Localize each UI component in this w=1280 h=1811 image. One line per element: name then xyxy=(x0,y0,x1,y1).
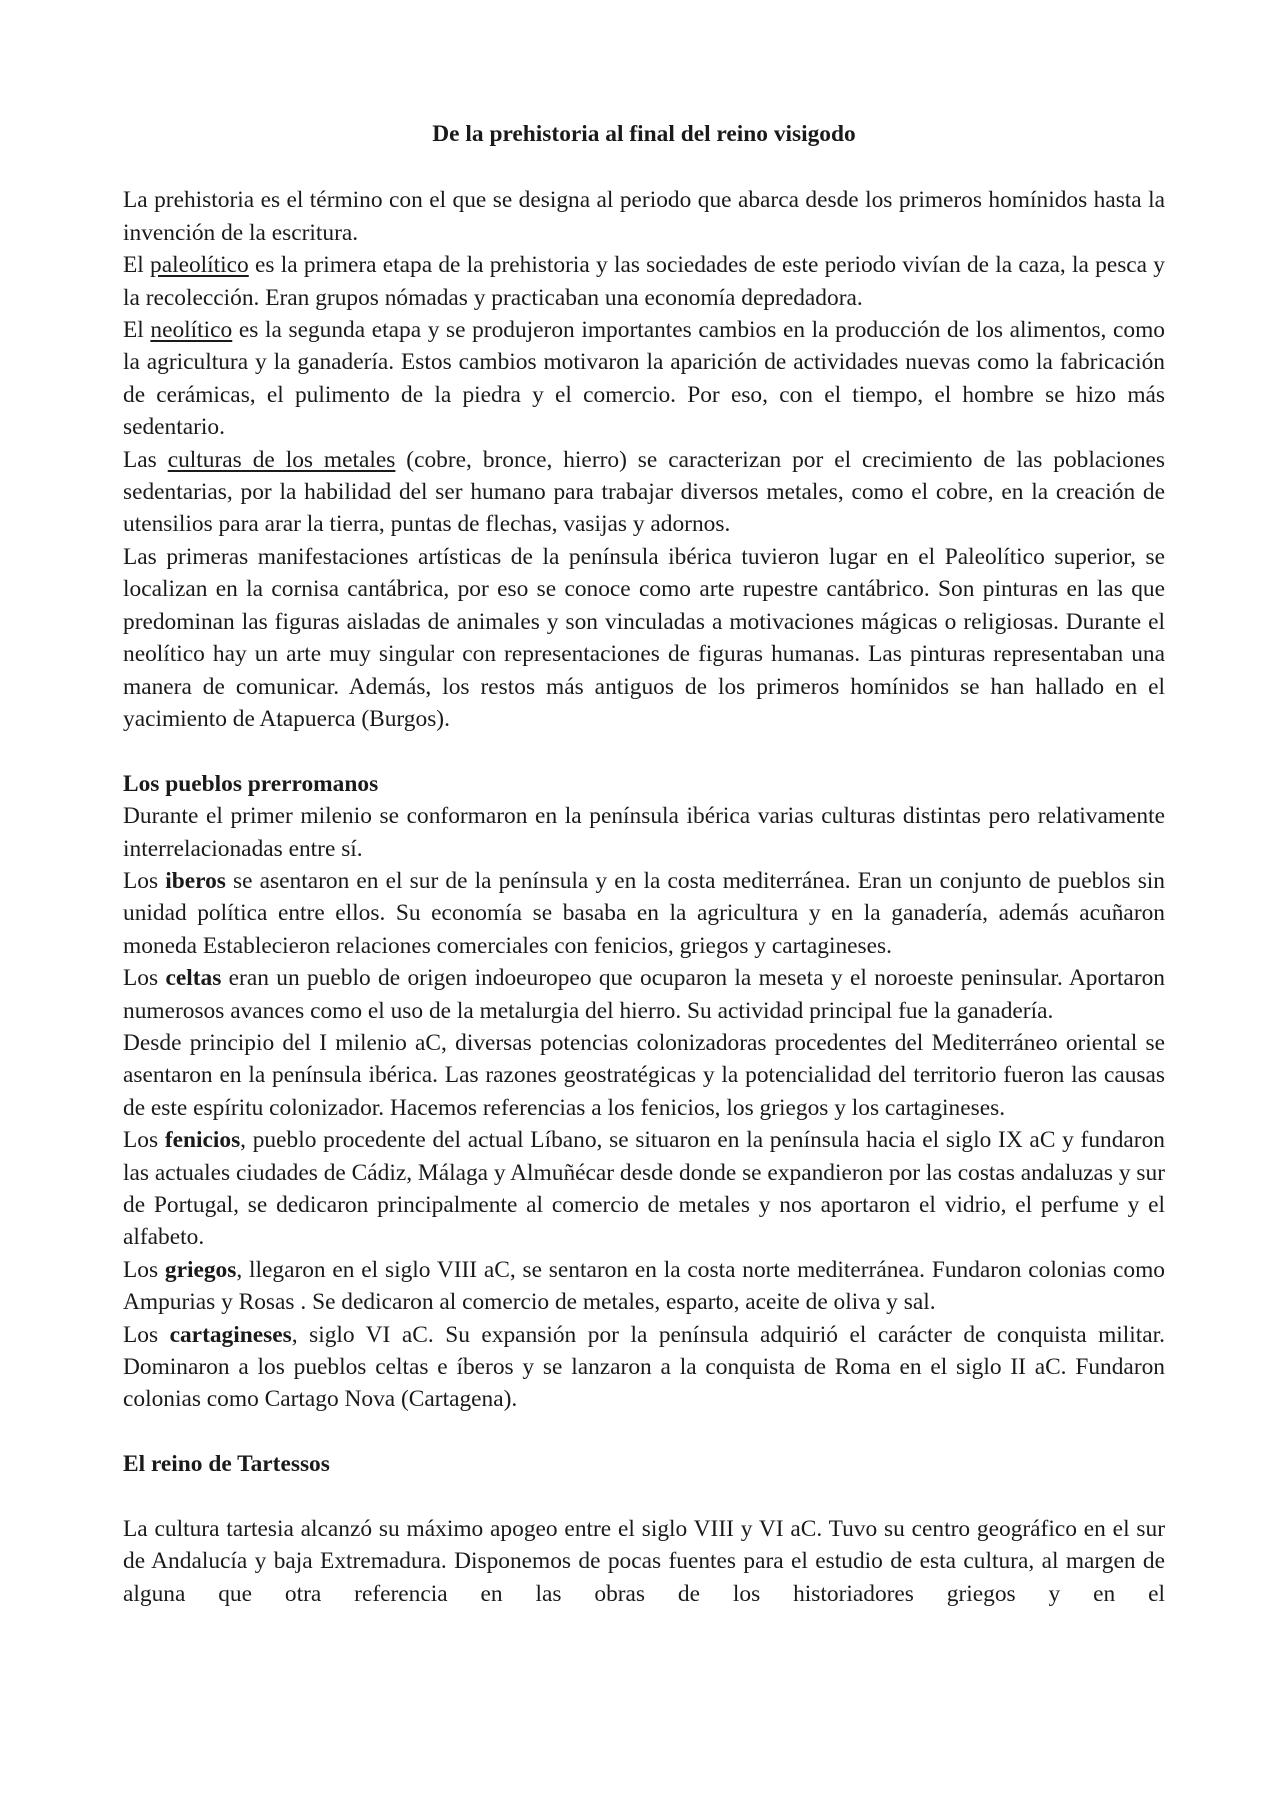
prerromanos-paragraph-cartagineses xyxy=(123,1319,1165,1416)
text-run: es la primera etapa de la prehistoria y las sociedades de este periodo vivían de la caza, la pesca y la recolección. Eran grupos nómadas y practicaban una economía depredadora. xyxy=(123,252,1165,311)
term-cartagineses: cartagineses xyxy=(169,1321,292,1348)
term-paleolitico: paleolítico xyxy=(150,252,249,279)
spacer xyxy=(123,1416,1165,1448)
text-run: Los xyxy=(123,1256,165,1283)
intro-paragraph-neolitico xyxy=(123,314,1165,444)
document-title: De la prehistoria al final del reino visigodo xyxy=(432,121,856,147)
heading-reino-tartessos: El reino de Tartessos xyxy=(123,1451,330,1478)
text-run: , siglo VI aC. Su expansión por la península adquirió el carácter de conquista militar. Dominaron a los pueblos celtas e íberos y se lanzaron a la conquista de Roma en el siglo II aC. Fundaron colonias como Cartago Nova (Cartagena). xyxy=(123,1321,1165,1413)
term-fenicios: fenicios xyxy=(164,1127,241,1154)
term-neolitico: neolítico xyxy=(150,317,233,344)
text-run: , llegaron en el siglo VIII aC, se sentaron en la costa norte mediterránea. Fundaron colonias como Ampurias y Rosas . Se dedicaron al comercio de metales, esparto, aceite de oliva y sal. xyxy=(123,1256,1165,1316)
term-celtas: celtas xyxy=(165,965,222,992)
text-run: se asentaron en el sur de la península y en la costa mediterránea. Eran un conjunto de pueblos sin unidad política entre ellos. Su economía se basaba en la agricultura y en la ganadería, además acuñaron moneda Establecieron relaciones comerciales con fenicios, griegos y cartagineses. xyxy=(123,867,1166,959)
prerromanos-paragraph-fenicios xyxy=(123,1124,1165,1254)
text-run: Las xyxy=(123,446,168,473)
text-run: (cobre, bronce, hierro) se caracterizan por el crecimiento de las poblaciones sedentarias, por la habilidad del ser humano para trabajar diversos metales, como el cobre, en la creación de utensilios para arar la tierra, puntas de flechas, vasijas y adornos. xyxy=(123,446,1166,538)
text-run: El xyxy=(123,317,151,344)
text-run: Los xyxy=(123,1321,170,1348)
text-run: Los xyxy=(123,1127,165,1154)
prerromanos-paragraph-celtas xyxy=(123,962,1165,1027)
intro-paragraph-paleolitico xyxy=(123,249,1165,314)
intro-paragraph-arte: Las primeras manifestaciones artísticas de la península ibérica tuvieron lugar en el Paleolítico superior, se localizan en la cornisa cantábrica, por eso se conoce como arte rupestre cantábrico. Son pinturas en las que predominan las figuras aisladas de animales y son vinculadas a motivaciones mágicas o religiosas. Durante el neolítico hay un arte muy singular con representaciones de figuras humanas. Las pinturas representaban una manera de comunicar. Además, los restos más antiguos de los primeros homínidos se han hallado en el yacimiento de Atapuerca (Burgos). xyxy=(123,543,1165,732)
text-run: El xyxy=(123,252,151,279)
spacer xyxy=(123,1481,1165,1513)
text-run: eran un pueblo de origen indoeuropeo que ocuparon la meseta y el noroeste peninsular. Aportaron numerosos avances como el uso de la metalurgia del hierro. Su actividad principal fue la ganadería. xyxy=(123,965,1165,1024)
term-culturas-metales: culturas de los metales xyxy=(167,446,396,473)
prerromanos-paragraph-iberos xyxy=(123,865,1165,962)
tartessos-paragraph-intro: La cultura tartesia alcanzó su máximo apogeo entre el siglo VIII y VI aC. Tuvo su centro geográfico en el sur de Andalucía y baja Extremadura. Disponemos de pocas fuentes para el estudio de esta cultura, al margen de alguna que otra referencia en las obras de los historiadores griegos y en el xyxy=(123,1516,1165,1607)
text-run: Los xyxy=(123,965,166,992)
document-page xyxy=(123,118,1165,1610)
text-run: , pueblo procedente del actual Líbano, se situaron en la península hacia el siglo IX aC y fundaron las actuales ciudades de Cádiz, Málaga y Almuñécar desde donde se expandieron por las costas andaluzas y sur de Portugal, se dedicaron principalmente al comercio de metales y nos aportaron el vidrio, el perfume y el alfabeto. xyxy=(123,1127,1165,1251)
term-griegos: griegos xyxy=(164,1256,237,1283)
text-run: es la segunda etapa y se produjeron importantes cambios en la producción de los alimentos, como la agricultura y la ganadería. Estos cambios motivaron la aparición de actividades nuevas como la fabricación de cerámicas, el pulimento de la piedra y el comercio. Por eso, con el tiempo, el hombre se hizo más sedentario. xyxy=(123,317,1165,441)
prerromanos-paragraph-colonizadores: Desde principio del I milenio aC, diversas potencias colonizadoras procedentes del Mediterráneo oriental se asentaron en la península ibérica. Las razones geostratégicas y la potencialidad del territorio fueron las causas de este espíritu colonizador. Hacemos referencias a los fenicios, los griegos y los cartagineses. xyxy=(123,1029,1165,1121)
intro-paragraph-metales xyxy=(123,444,1165,541)
intro-paragraph-prehistoria: La prehistoria es el término con el que se designa al periodo que abarca desde los primeros homínidos hasta la invención de la escritura. xyxy=(123,187,1165,246)
spacer xyxy=(123,735,1165,767)
prerromanos-paragraph-intro: Durante el primer milenio se conformaron en la península ibérica varias culturas distintas pero relativamente interrelacionadas entre sí. xyxy=(123,803,1165,862)
term-iberos: iberos xyxy=(165,867,226,894)
text-run: Los xyxy=(123,867,166,894)
heading-pueblos-prerromanos: Los pueblos prerromanos xyxy=(123,770,379,797)
prerromanos-paragraph-griegos xyxy=(123,1254,1165,1319)
